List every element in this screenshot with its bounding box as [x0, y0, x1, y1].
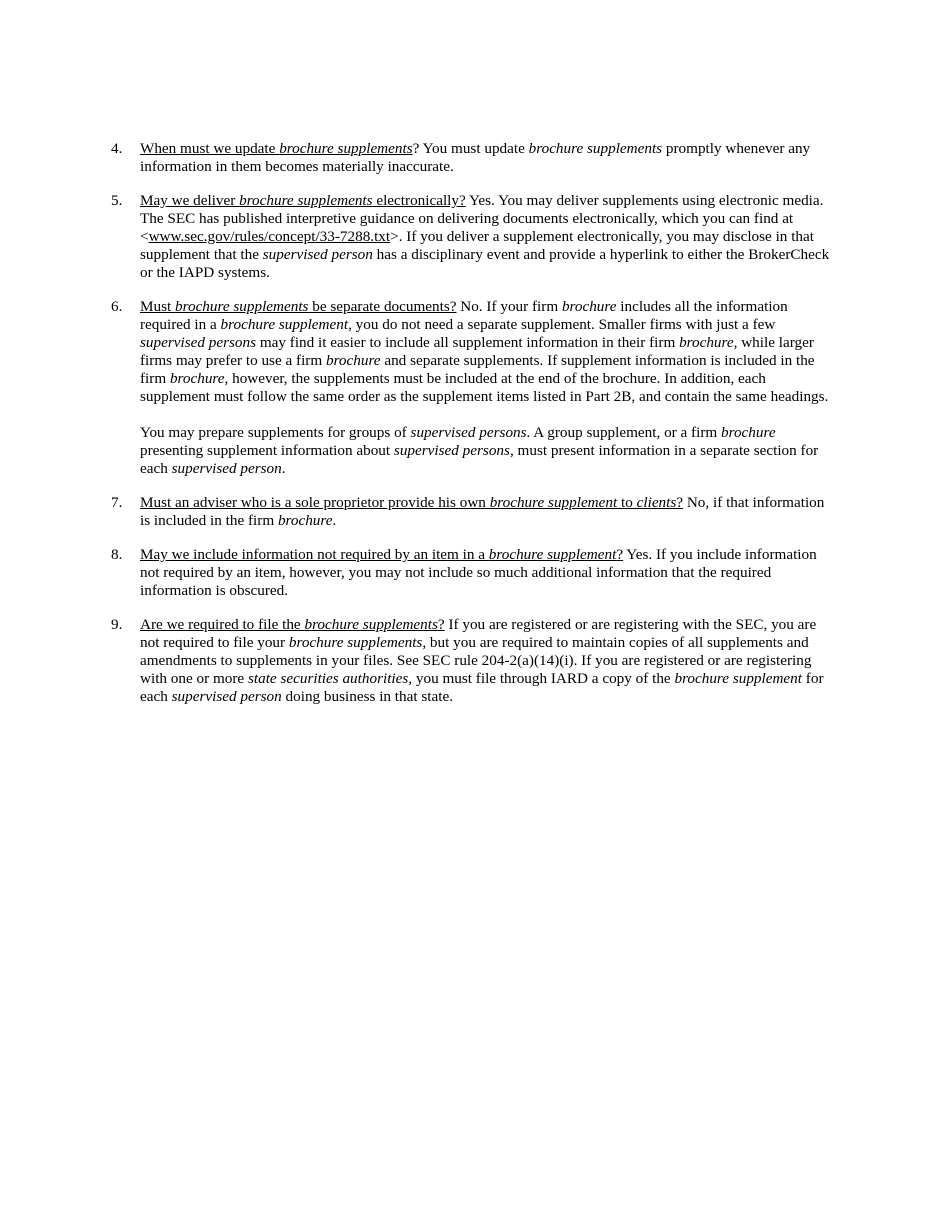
question-text: ?	[616, 546, 624, 563]
item-number: 4.	[111, 140, 123, 157]
question-text: brochure supplement	[489, 494, 618, 511]
answer-text: No. If your firm	[456, 298, 562, 315]
question-text: May we deliver	[140, 192, 240, 209]
answer-text: , while larger firms may prefer to use a firm	[140, 334, 814, 369]
answer-text: supervised persons	[410, 424, 527, 441]
question-text: Must an adviser who is a sole proprietor provide his own	[140, 494, 490, 511]
question-text: brochure supplements	[239, 192, 373, 209]
answer-text: , but you are required to maintain copies of all supplements and amendments to supplements in your files. See SEC rule 204-2(a)(14)(i). If you are registered or are registering with one or more	[140, 634, 812, 687]
question-text: clients	[636, 494, 677, 511]
item-number: 6.	[111, 298, 123, 315]
question-text: May we include information not required by an item in a	[140, 546, 489, 563]
answer-text: , you must file through IARD a copy of the	[408, 670, 675, 687]
answer-text: state securities authorities	[247, 670, 409, 687]
answer-text: brochure supplements	[528, 140, 663, 157]
answer-text: ? You must update	[412, 140, 529, 157]
question-text: brochure supplement	[488, 546, 617, 563]
faq-item	[111, 192, 837, 282]
answer-text: Yes. If you include information not required by an item, however, you may not include so much additional information that the required information is obscured.	[140, 546, 817, 599]
question-text: be separate documents?	[308, 298, 457, 315]
faq-item	[111, 494, 837, 530]
answer-text: presenting supplement information about	[140, 442, 394, 459]
question-text: brochure supplements	[175, 298, 309, 315]
answer-text: No, if that information is included in the firm	[140, 494, 825, 529]
answer-text: supervised persons	[393, 442, 510, 459]
question-text: ?	[437, 616, 445, 633]
question-text: Are we required to file the	[140, 616, 305, 633]
faq-item	[111, 298, 837, 478]
answer-text: supervised person	[262, 246, 373, 263]
answer-text: .	[332, 512, 337, 529]
answer-text: You may prepare supplements for groups of	[140, 424, 411, 441]
answer-text: may find it easier to include all supplement information in their firm	[256, 334, 680, 351]
question-text: electronically?	[372, 192, 466, 209]
answer-text: has a disciplinary event and provide a hyperlink to either the BrokerCheck or the IAPD systems.	[140, 246, 830, 281]
question-text: www.sec.gov/rules/concept/33-7288.txt	[148, 228, 391, 245]
question-text: Must	[140, 298, 176, 315]
answer-text: Yes. You may deliver supplements using electronic media. The SEC has published interpretive guidance on delivering documents electronically, which you can find at <	[140, 192, 824, 245]
faq-item	[111, 140, 837, 176]
answer-text: brochure supplements	[288, 634, 423, 651]
answer-text: , must present information in a separate section for each	[140, 442, 819, 477]
answer-text: for each	[140, 670, 824, 705]
item-paragraph	[140, 424, 837, 478]
question-text: When must we update	[140, 140, 280, 157]
item-paragraph	[140, 546, 837, 600]
item-paragraph	[140, 616, 837, 706]
faq-list	[111, 140, 837, 722]
answer-text: includes all the information required in a	[140, 298, 788, 333]
answer-text: supervised persons	[140, 334, 257, 351]
answer-text: If you are registered or are registering with the SEC, you are not required to file your	[140, 616, 817, 651]
answer-text: brochure supplement	[674, 670, 802, 687]
answer-text: , you do not need a separate supplement. Smaller firms with just a few	[348, 316, 776, 333]
question-text: brochure supplements	[279, 140, 413, 157]
question-text: to	[617, 494, 637, 511]
answer-text: brochure	[561, 298, 617, 315]
item-paragraph	[140, 192, 837, 282]
answer-text: supervised person	[171, 688, 282, 705]
item-paragraph	[140, 298, 837, 406]
item-number: 5.	[111, 192, 123, 209]
answer-text: promptly whenever any information in them becomes materially inaccurate.	[140, 140, 811, 175]
answer-text: doing business in that state.	[281, 688, 454, 705]
answer-text: , however, the supplements must be included at the end of the brochure. In addition, each supplement must follow the same order as the supplement items listed in Part 2B, and contain the same headings.	[140, 370, 829, 405]
answer-text: brochure	[277, 512, 333, 529]
answer-text: brochure supplement	[220, 316, 349, 333]
question-text: ?	[676, 494, 684, 511]
answer-text: >. If you deliver a supplement electronically, you may disclose in that supplement that the	[140, 228, 814, 263]
faq-item	[111, 616, 837, 706]
answer-text: .	[281, 460, 286, 477]
item-number: 7.	[111, 494, 123, 511]
faq-item	[111, 546, 837, 600]
item-number: 9.	[111, 616, 123, 633]
answer-text: brochure	[325, 352, 381, 369]
item-number: 8.	[111, 546, 123, 563]
item-paragraph	[140, 140, 837, 176]
answer-text: brochure	[721, 424, 776, 441]
answer-text: brochure	[169, 370, 225, 387]
answer-text: brochure	[679, 334, 734, 351]
answer-text: supervised person	[171, 460, 282, 477]
item-paragraph	[140, 494, 837, 530]
answer-text: and separate supplements. If supplement information is included in the firm	[140, 352, 815, 387]
question-text: brochure supplements	[304, 616, 438, 633]
answer-text: . A group supplement, or a firm	[526, 424, 722, 441]
